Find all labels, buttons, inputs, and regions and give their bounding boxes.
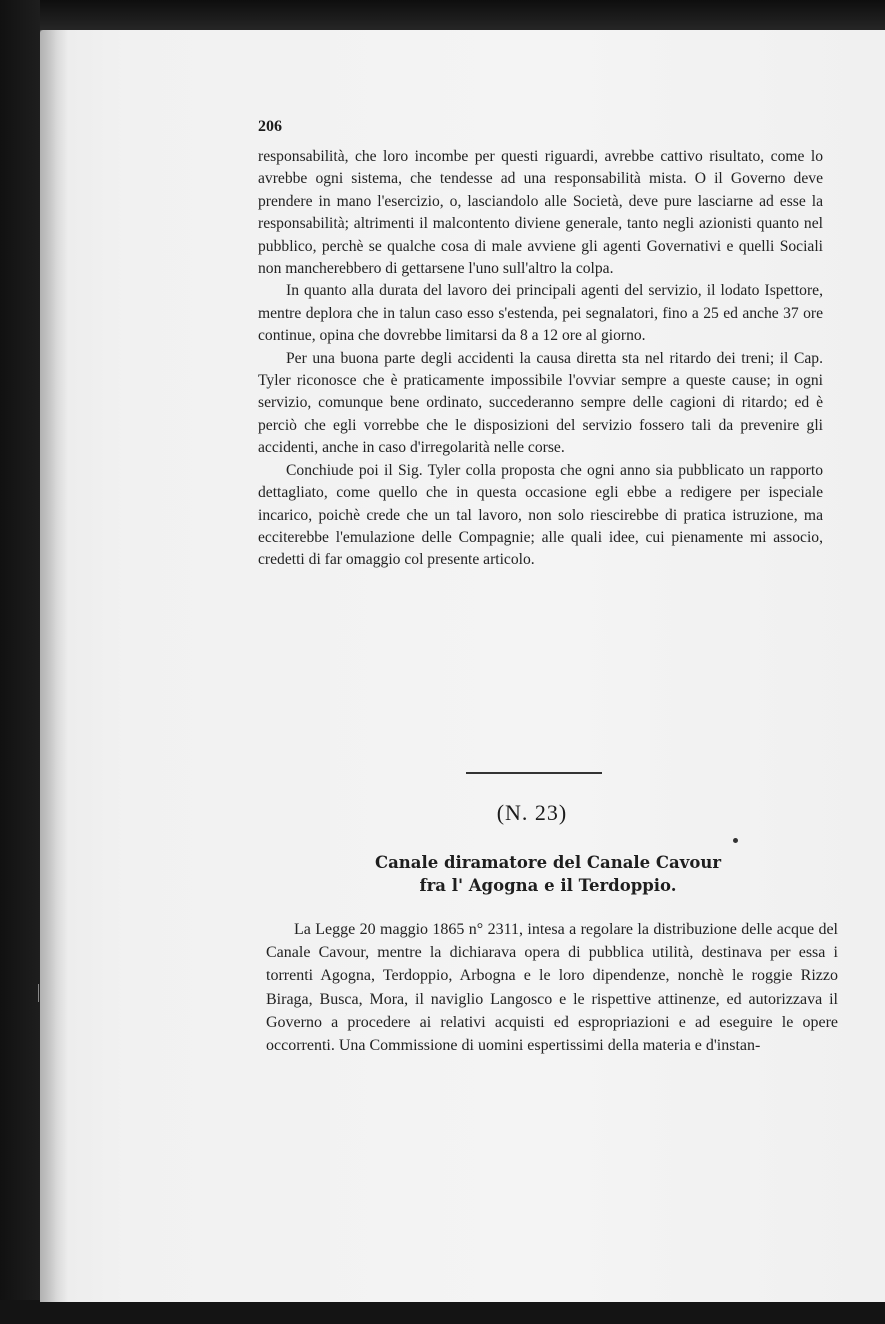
body-text-part2: [266, 918, 838, 1057]
print-speck: [733, 838, 738, 843]
scan-border-left: [0, 0, 40, 1324]
section-title-line2: fra l' Agogna e il Terdoppio.: [419, 876, 677, 895]
paragraph: La Legge 20 maggio 1865 n° 2311, intesa a regolare la distribuzione delle acque del Canale Cavour, mentre la dichiarava opera di pubblica utilità, destinava per essa i torrenti Agogna, Terdoppio, Arbogna e le loro dipendenze, nonchè le roggie Rizzo Biraga, Busca, Mora, il naviglio Langosco e le rispettive attinenze, ed autorizzava il Governo a procedere ai relativi acquisti ed espropriazioni e ad eseguire le opere occorrenti. Una Commissione di uomini espertissimi della materia e d'instan-: [266, 921, 838, 1055]
page-gutter-shadow: [40, 30, 68, 1302]
section-number: (N. 23): [496, 800, 568, 825]
paragraph: Conchiude poi il Sig. Tyler colla proposta che ogni anno sia pubblicato un rapporto dettagliato, come quello che in questa occasione egli ebbe a redigere per ispeciale incarico, poichè crede che un tal lavoro, non solo riescirebbe di pratica istruzione, ma ecciterebbe l'emulazione delle Compagnie; alle quali idee, cui pienamente mi associo, credetti di far omaggio col presente articolo.: [258, 461, 823, 569]
page-number: 206: [258, 118, 282, 135]
section-title-line1: Canale diramatore del Canale Cavour: [374, 853, 722, 872]
scan-border-bottom: [0, 1300, 885, 1324]
paragraph: Per una buona parte degli accidenti la causa diretta sta nel ritardo dei treni; il Cap. Tyler riconosce che è praticamente impossibile l'ovviar sempre a queste cause; in ogni servizio, comunque bene ordinato, succederanno sempre delle cagioni di ritardo; ed è perciò che egli vorrebbe che le disposizioni del servizio fossero tali da prevenire gli accidenti, anche in caso d'irregolarità nelle corse.: [258, 349, 823, 457]
section-divider: [466, 772, 602, 774]
margin-mark: [38, 984, 45, 1002]
paragraph: In quanto alla durata del lavoro dei principali agenti del servizio, il lodato Ispettore, mentre deplora che in talun caso esso s'estenda, pei segnalatori, fino a 25 ed anche 37 ore continue, opina che dovrebbe limitarsi da 8 a 12 ore al giorno.: [258, 282, 823, 345]
paragraph: responsabilità, che loro incombe per questi riguardi, avrebbe cattivo risultato, come lo avrebbe ogni sistema, che tendesse ad una responsabilità mista. O il Governo deve prendere in mano l'esercizio, o, lasciandolo alle Società, deve pure lasciarne ad esse la responsabilità; altrimenti il malcontento diviene generale, tanto negli azionisti quanto nel pubblico, perchè se qualche cosa di male avviene gli agenti Governativi e quelli Sociali non mancherebbero di gettarsene l'uno sull'altro la colpa.: [258, 148, 823, 278]
body-text-part1: [258, 146, 823, 572]
